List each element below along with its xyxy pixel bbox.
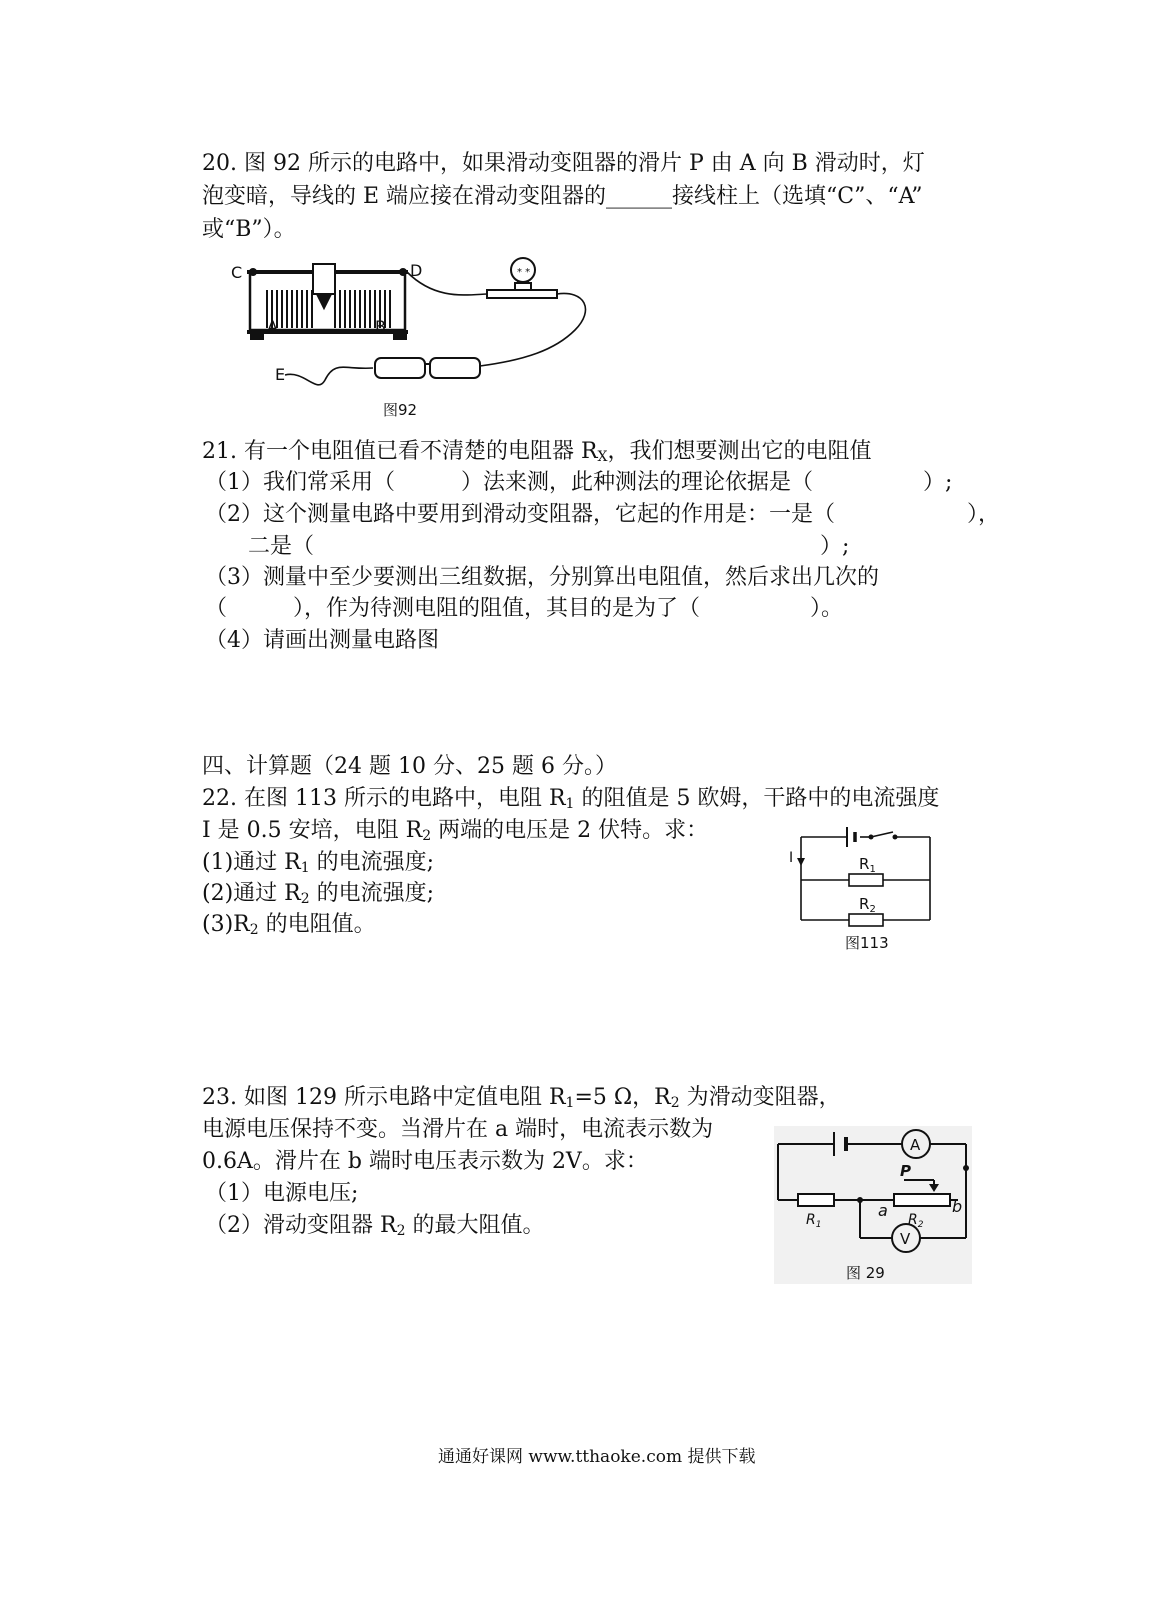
fig92-label-d: D (410, 261, 423, 280)
q23-line-1: 23. 如图 129 所示电路中定值电阻 $R_1=5$ Ω，$R_2$ 为滑动变阻器， (202, 1085, 841, 1111)
q21-part-1: （1）我们常采用（ ）法来测，此种测法的理论依据是（ ）; (205, 470, 953, 495)
r2-rheostat (894, 1194, 950, 1206)
figure-29 (774, 1126, 972, 1284)
q23-line-3: 0.6A。滑片在 b 端时电压表示数为 2V。求： (202, 1149, 648, 1174)
fig113-battery (847, 827, 855, 847)
fig92-caption: 图92 (383, 401, 418, 419)
fig29-caption: 图 29 (846, 1264, 885, 1282)
q21-part-3b: （ ），作为待测电阻的阻值，其目的是为了（ ）。 (205, 596, 844, 621)
q22-item-1: (1)通过 $R_1$ 的电流强度; (202, 850, 435, 876)
q23-item-1: （1）电源电压; (205, 1181, 359, 1206)
figure-92 (225, 250, 595, 425)
q20-line-1: 20. 图 92 所示的电路中，如果滑动变阻器的滑片 P 由 A 向 B 滑动时，灯 (202, 151, 925, 176)
q20-line-2: 泡变暗，导线的 E 端应接在滑动变阻器的______接线柱上（选填“C”、“A” (202, 184, 923, 209)
rheostat-slider (313, 264, 335, 308)
q21-part-4: （4）请画出测量电路图 (205, 628, 439, 653)
batteries (375, 358, 480, 378)
q21-part-2: （2）这个测量电路中要用到滑动变阻器，它起的作用是：一是（ ）， (205, 502, 1000, 527)
q21-part-2b: 二是（ ）; (248, 534, 850, 559)
fig29-label-r1: $R_1$ (806, 1212, 822, 1230)
fig29-label-r2: $R_2$ (908, 1212, 924, 1230)
footer-credit: 通通好课网 www.tthaoke.com 提供下载 (438, 1447, 756, 1467)
fig113-label-r1: $R_1$ (859, 855, 876, 875)
fig29-label-p: P (900, 1162, 911, 1180)
figure-113 (785, 822, 945, 957)
q21-line-1: 21. 有一个电阻值已看不清楚的电阻器 $R_X$，我们想要测出它的电阻值 (202, 439, 872, 465)
q23-line-2: 电源电压保持不变。当滑片在 a 端时，电流表示数为 (202, 1117, 714, 1142)
r1-resistor (798, 1194, 834, 1206)
fig113-label-r2: $R_2$ (859, 895, 876, 915)
q22-line-2: I 是 0.5 安培，电阻 $R_2$ 两端的电压是 2 伏特。求： (202, 818, 709, 844)
fig92-label-e: E (275, 365, 286, 384)
q22-line-1: 22. 在图 113 所示的电路中，电阻 $R_1$ 的阻值是 5 欧姆，干路中的电流强度 (202, 786, 940, 812)
fig113-caption: 图113 (845, 934, 889, 952)
fig29-label-a: a (878, 1201, 888, 1220)
slider-arrow (929, 1184, 939, 1192)
fig113-r2-resistor (849, 914, 883, 926)
q20-line-3: 或“B”）。 (202, 217, 296, 242)
q22-item-2: (2)通过 $R_2$ 的电流强度; (202, 881, 435, 907)
svg-text:* *: * * (517, 267, 531, 278)
ammeter-label: A (910, 1136, 921, 1154)
lamp (487, 258, 557, 298)
q22-item-3: $(3)R_2$ 的电阻值。 (202, 912, 376, 938)
voltmeter-label: V (900, 1230, 911, 1248)
fig29-label-b: b (952, 1197, 963, 1216)
q21-part-3: （3）测量中至少要测出三组数据，分别算出电阻值，然后求出几次的 (205, 565, 879, 590)
fig92-label-b: B (375, 317, 386, 336)
fig113-label-i: I (789, 850, 794, 866)
fig92-label-a: A (267, 317, 278, 336)
section-4-title: 四、计算题（24 题 10 分、25 题 6 分。） (202, 754, 617, 779)
fig113-r1-resistor (849, 874, 883, 886)
q23-item-2: （2）滑动变阻器 $R_2$ 的最大阻值。 (205, 1213, 545, 1239)
fig92-label-c: C (231, 263, 243, 282)
